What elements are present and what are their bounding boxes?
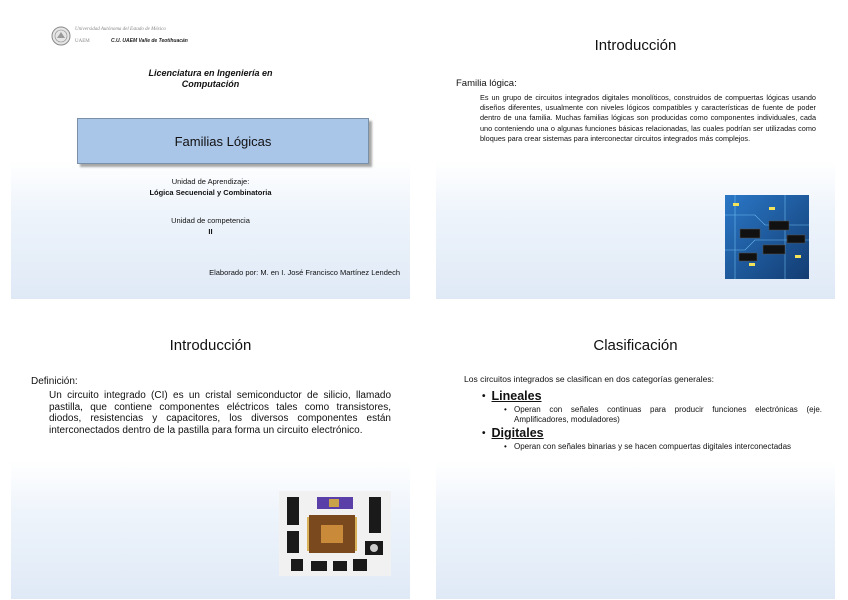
- competence-number: II: [208, 227, 213, 236]
- slide-title: Clasificación: [593, 337, 678, 354]
- category-description-text: Operan con señales continuas para producir funciones electrónicas (eje. Amplificadores, moduladores): [514, 405, 822, 424]
- bullet-icon: •: [482, 427, 486, 439]
- degree-line-1: Licenciatura en Ingeniería en: [148, 68, 273, 78]
- slide-1-title: [11, 11, 410, 299]
- category-list: [482, 387, 822, 452]
- bullet-icon: •: [482, 390, 486, 402]
- classification-intro: Los circuitos integrados se clasifican en dos categorías generales:: [464, 374, 714, 384]
- logic-family-text: Es un grupo de circuitos integrados digitales monolíticos, construidos de compuertas lógicas usando diseños diferentes, usualmente con niveles lógicos compatibles y características de fuente de poder dentro de una familia. Muchas familias lógicas son producidas como componentes individuales, cada uno conteniendo una o algunas funciones básicas relacionadas, las cuales podrían ser utilizadas como bloques para crear sistemas para interconectar circuitos integrados más complejos.: [480, 93, 816, 143]
- logic-family-label: Familia lógica:: [456, 78, 517, 89]
- slide-3-introduction: [11, 311, 410, 599]
- sub-bullet-icon: •: [504, 442, 507, 451]
- university-name: Universidad Autónoma del Estado de México: [75, 27, 166, 32]
- integrated-circuits-image: [279, 491, 391, 576]
- uaem-label: UAEM: [75, 39, 90, 44]
- university-seal-icon: [51, 26, 71, 46]
- slide-4-classification: [436, 311, 835, 599]
- slide-title: Introducción: [169, 337, 252, 354]
- slide-2-introduction: [436, 11, 835, 299]
- unit-name: Lógica Secuencial y Combinatoria: [149, 188, 272, 197]
- definition-label: Definición:: [31, 376, 78, 387]
- sub-bullet-icon: •: [504, 405, 507, 414]
- category-description: [504, 405, 822, 424]
- presentation-title: Familias Lógicas: [77, 118, 369, 164]
- competence-label: Unidad de competencia: [171, 216, 250, 225]
- slide-title: Introducción: [594, 37, 677, 54]
- category-item: [482, 426, 822, 440]
- degree-name: [11, 68, 410, 90]
- circuit-board-image: [725, 195, 809, 279]
- campus-name: C.U. UAEM Valle de Teotihuacán: [111, 38, 188, 44]
- university-logo: [51, 26, 188, 46]
- category-name: Digitales: [491, 426, 544, 440]
- definition-text: Un circuito integrado (CI) es un cristal semiconductor de silicio, llamado pastilla, que contiene componentes eléctricos tales como transistores, diodos, resistencias y capacitores, los diversos componentes están interconectados dentro de la pastilla para forma un circuito electrónico.: [49, 390, 391, 436]
- category-item: [482, 389, 822, 403]
- category-description-text: Operan con señales binarias y se hacen compuertas digitales interconectadas: [514, 442, 792, 451]
- degree-line-2: Computación: [181, 79, 240, 89]
- category-description: [504, 442, 822, 452]
- unit-label: Unidad de Aprendizaje:: [171, 177, 250, 186]
- author: Elaborado por: M. en I. José Francisco Martínez Lendech: [209, 268, 400, 277]
- category-name: Lineales: [491, 389, 542, 403]
